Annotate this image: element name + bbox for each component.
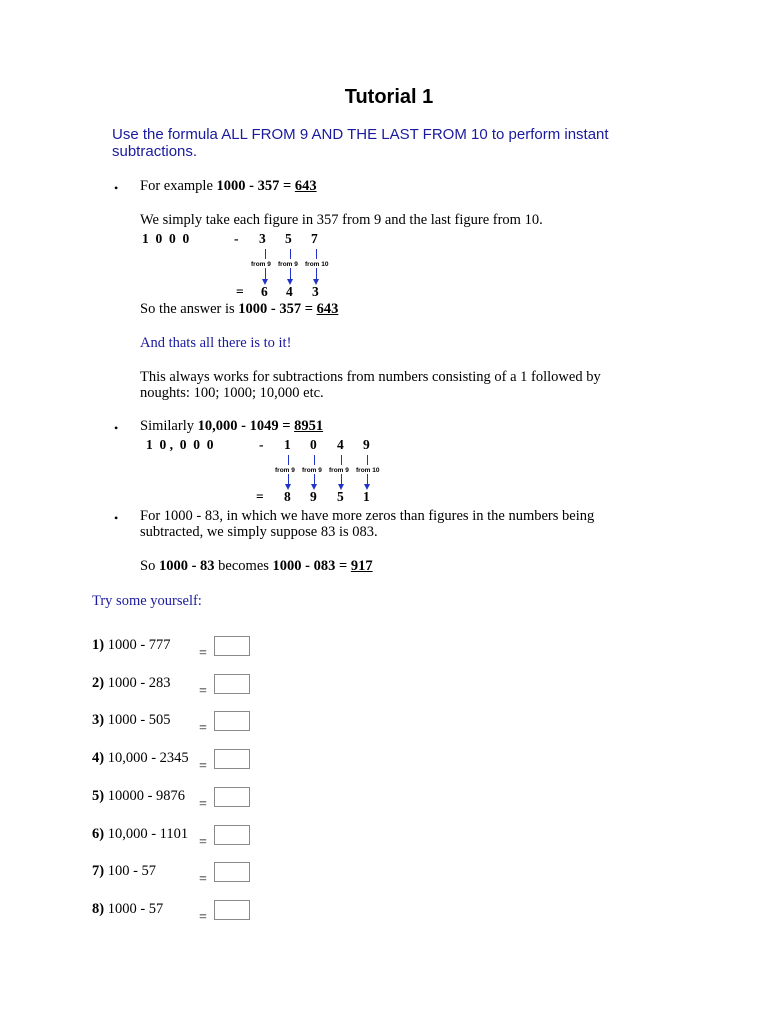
exercise-text: 10,000 - 1101 bbox=[104, 826, 189, 842]
exercise-text: 10000 - 9876 bbox=[104, 788, 186, 804]
example-2-heading bbox=[140, 418, 323, 434]
example-3-expr2: 1000 - 083 = bbox=[272, 558, 351, 574]
exercise-number: 8) bbox=[92, 901, 105, 917]
ex1-top-digit: 5 bbox=[285, 231, 292, 246]
example-2-expr: 10,000 - 1049 = bbox=[197, 418, 295, 434]
ex2-from-label: from 9 bbox=[275, 467, 295, 474]
so-text: So bbox=[140, 558, 159, 574]
ex1-result-digit: 3 bbox=[312, 284, 319, 299]
thats-all-text: And thats all there is to it! bbox=[140, 335, 292, 351]
exercise-text: 100 - 57 bbox=[104, 863, 157, 879]
answer-input[interactable] bbox=[214, 711, 250, 731]
ex1-minus: - bbox=[234, 231, 239, 246]
exercise-text: 1000 - 505 bbox=[104, 712, 171, 728]
ex1-from-label: from 9 bbox=[251, 261, 271, 268]
ex1-top-left: 1 0 0 0 bbox=[142, 231, 190, 246]
exercise-problem bbox=[92, 675, 171, 691]
exercise-problem bbox=[92, 712, 171, 728]
exercise-equals: = bbox=[199, 835, 207, 850]
exercise-equals: = bbox=[199, 872, 207, 887]
exercise-problem bbox=[92, 637, 171, 653]
ex2-tick bbox=[341, 455, 342, 465]
ex2-from-label: from 10 bbox=[356, 467, 380, 474]
exercise-problem bbox=[92, 901, 163, 917]
ex1-tick bbox=[316, 249, 317, 259]
exercise-equals: = bbox=[199, 910, 207, 925]
answer-expr: 1000 - 357 = bbox=[238, 301, 317, 317]
ex2-minus: - bbox=[259, 437, 264, 452]
answer-value: 643 bbox=[316, 301, 339, 317]
example-1-prefix: For example bbox=[140, 178, 217, 194]
ex2-top-digit: 0 bbox=[310, 437, 317, 452]
example-1-heading bbox=[140, 178, 317, 194]
exercise-number: 5) bbox=[92, 788, 105, 804]
answer-input[interactable] bbox=[214, 749, 250, 769]
exercise-equals: = bbox=[199, 721, 207, 736]
example-3-expr1: 1000 - 83 bbox=[158, 558, 215, 574]
answer-input[interactable] bbox=[214, 636, 250, 656]
ex2-top-left: 1 0 , 0 0 0 bbox=[146, 437, 214, 452]
ex2-tick bbox=[314, 455, 315, 465]
exercise-text: 1000 - 57 bbox=[104, 901, 164, 917]
always-works-text: This always works for subtractions from numbers consisting of a 1 followed by noughts: 100; 1000; 10,000 etc. bbox=[140, 369, 601, 401]
ex1-from-label: from 9 bbox=[278, 261, 298, 268]
exercise-text: 1000 - 283 bbox=[104, 675, 171, 691]
example-3-answer: 917 bbox=[350, 558, 373, 574]
exercise-equals: = bbox=[199, 646, 207, 661]
answer-input[interactable] bbox=[214, 674, 250, 694]
bullet-3: • bbox=[114, 511, 119, 525]
example-1-answer: 643 bbox=[294, 178, 317, 194]
page-title: Tutorial 1 bbox=[344, 86, 434, 108]
try-some-label: Try some yourself: bbox=[92, 593, 202, 609]
ex1-result-digit: 4 bbox=[286, 284, 293, 299]
intro-text: Use the formula ALL FROM 9 AND THE LAST FROM 10 to perform instant subtractions. bbox=[112, 126, 609, 160]
bullet-2: • bbox=[114, 421, 119, 435]
ex1-top-digit: 3 bbox=[259, 231, 266, 246]
answer-input[interactable] bbox=[214, 825, 250, 845]
ex2-result-digit: 9 bbox=[310, 489, 317, 504]
exercise-equals: = bbox=[199, 759, 207, 774]
ex2-top-digit: 9 bbox=[363, 437, 370, 452]
ex1-result-digit: 6 bbox=[261, 284, 268, 299]
becomes-text: becomes bbox=[214, 558, 273, 574]
example-3-line bbox=[140, 558, 373, 574]
answer-prefix: So the answer is bbox=[140, 301, 239, 317]
ex1-tick bbox=[290, 249, 291, 259]
example-1-expr: 1000 - 357 = bbox=[216, 178, 295, 194]
exercise-number: 6) bbox=[92, 826, 105, 842]
ex2-result-digit: 8 bbox=[284, 489, 291, 504]
answer-input[interactable] bbox=[214, 862, 250, 882]
example-1-explain: We simply take each figure in 357 from 9 and the last figure from 10. bbox=[140, 212, 543, 228]
exercise-problem bbox=[92, 863, 156, 879]
exercise-number: 4) bbox=[92, 750, 105, 766]
exercise-text: 1000 - 777 bbox=[104, 637, 171, 653]
exercise-number: 3) bbox=[92, 712, 105, 728]
exercise-problem bbox=[92, 826, 188, 842]
exercise-problem bbox=[92, 788, 185, 804]
exercise-equals: = bbox=[199, 797, 207, 812]
ex2-top-digit: 4 bbox=[337, 437, 344, 452]
ex2-result-digit: 5 bbox=[337, 489, 344, 504]
ex2-top-digit: 1 bbox=[284, 437, 291, 452]
ex2-from-label: from 9 bbox=[329, 467, 349, 474]
ex1-tick bbox=[265, 249, 266, 259]
exercise-text: 10,000 - 2345 bbox=[104, 750, 189, 766]
ex2-tick bbox=[288, 455, 289, 465]
ex2-from-label: from 9 bbox=[302, 467, 322, 474]
example-2-prefix: Similarly bbox=[140, 418, 198, 434]
ex2-equals: = bbox=[256, 489, 264, 504]
exercise-number: 7) bbox=[92, 863, 105, 879]
exercise-number: 2) bbox=[92, 675, 105, 691]
exercise-equals: = bbox=[199, 684, 207, 699]
ex2-tick bbox=[367, 455, 368, 465]
example-1-answer-line bbox=[140, 301, 338, 317]
ex1-top-digit: 7 bbox=[311, 231, 318, 246]
ex1-equals: = bbox=[236, 284, 244, 299]
answer-input[interactable] bbox=[214, 787, 250, 807]
answer-input[interactable] bbox=[214, 900, 250, 920]
exercise-problem bbox=[92, 750, 189, 766]
ex2-result-digit: 1 bbox=[363, 489, 370, 504]
bullet-1: • bbox=[114, 181, 119, 195]
exercise-number: 1) bbox=[92, 637, 105, 653]
ex1-from-label: from 10 bbox=[305, 261, 329, 268]
example-3-text: For 1000 - 83, in which we have more zeros than figures in the numbers being subtracted, we simply suppose 83 is 083. bbox=[140, 508, 595, 540]
example-2-answer: 8951 bbox=[294, 418, 324, 434]
